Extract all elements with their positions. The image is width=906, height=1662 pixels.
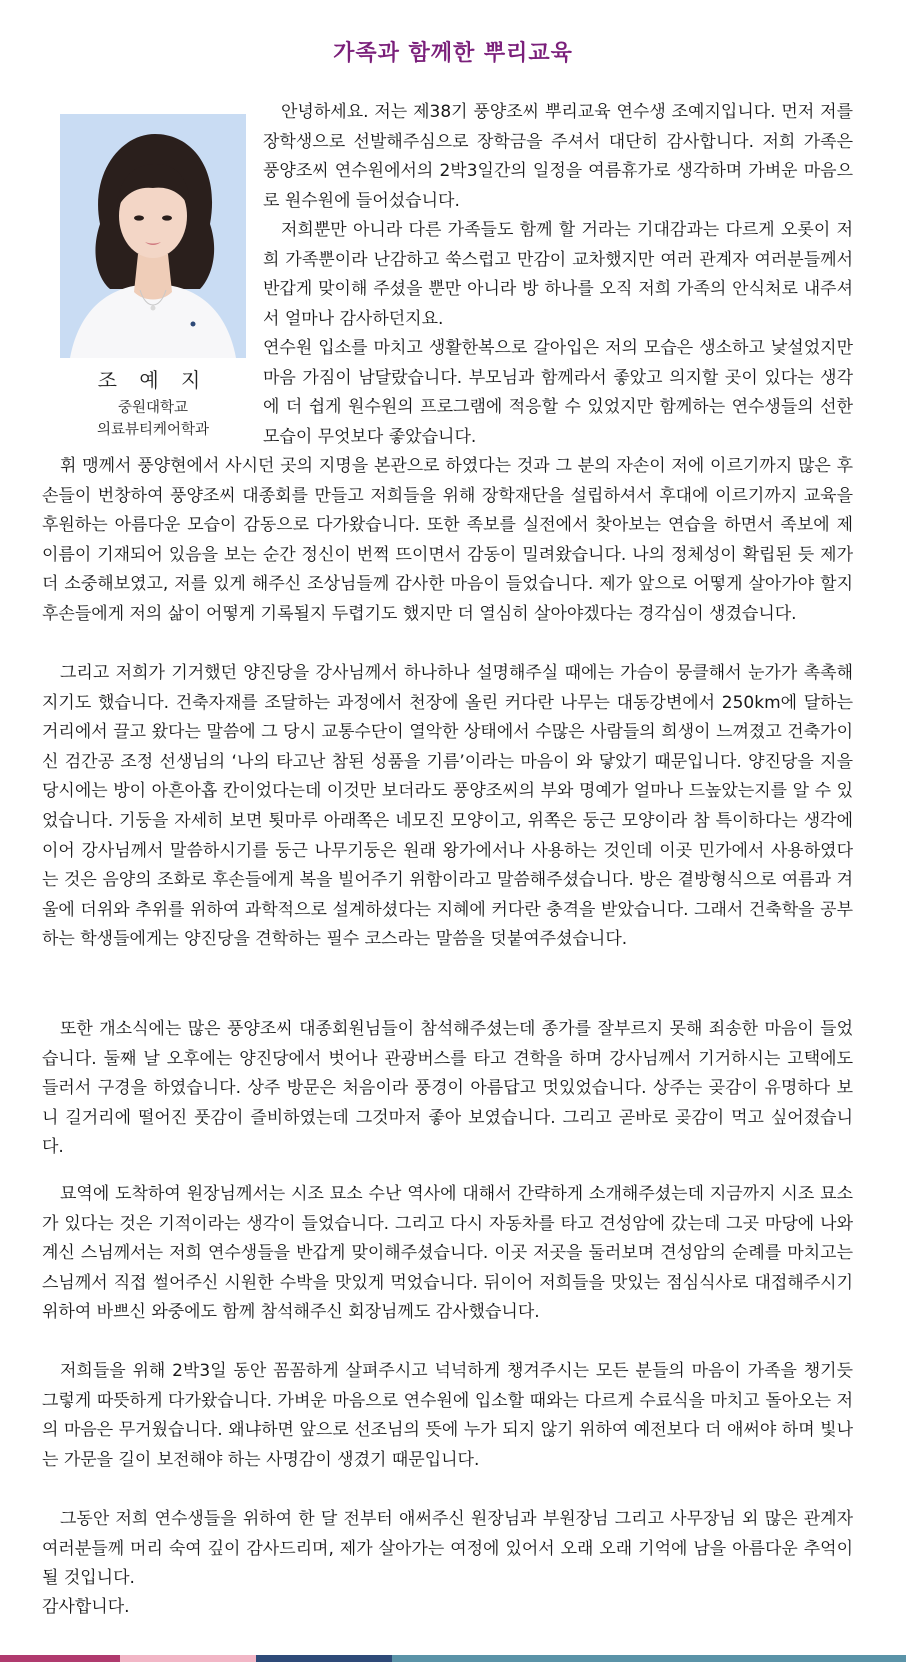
closing-text: 감사합니다. [42,1597,130,1617]
footer-segment-3 [256,1655,392,1662]
paragraph-7: 묘역에 도착하여 원장님께서는 시조 묘소 수난 역사에 대해서 간략하게 소개해주셨는데 지금까지 시조 묘소가 있다는 것은 기적이라는 생각이 들었습니다. 그리고 다시 자동차를 타고 견성암에 갔는데 그곳 마당에 나와 계신 스님께서는 저희 연수생들을 반갑게 맞이해주셨습니다. 이곳 저곳을 둘러보며 견성암의 순례를 마치고는 스님께서 직접 썰어주신 시원한 수박을 맛있게 먹었습니다. 뒤이어 저희들을 맛있는 점심식사로 대접해주시기 위하여 바쁘신 와중에도 함께 참석해주신 회장님께도 감사했습니다. [42,1184,853,1323]
paragraph-9: 그동안 저희 연수생들을 위하여 한 달 전부터 애써주신 원장님과 부원장님 그리고 사무장님 외 많은 관계자 여러분들께 머리 숙여 깊이 감사드리며, 제가 살아가는 여정에 있어서 오래 오래 기억에 남을 아름다운 추억이 될 것입니다. [42,1509,853,1589]
footer-segment-2 [120,1655,256,1662]
paragraph-1: 안녕하세요. 저는 제38기 풍양조씨 뿌리교육 연수생 조예지입니다. 먼저 저를 장학생으로 선발해주심으로 장학금을 주셔서 대단히 감사합니다. 저희 가족은 풍양조씨 연수원에서의 2박3일간의 일정을 여름휴가로 생각하며 가벼운 마음으로 원수원에 들어섰습니다. [263,102,853,211]
paragraph-8: 저희들을 위해 2박3일 동안 꼼꼼하게 살펴주시고 넉넉하게 챙겨주시는 모든 분들의 마음이 가족을 챙기듯 그렇게 따뜻하게 다가왔습니다. 가벼운 마음으로 연수원에 입소할 때와는 다르게 수료식을 마치고 돌아오는 저의 마음은 무거웠습니다. 왜냐하면 앞으로 선조님의 뜻에 누가 되지 않기 위하여 예전보다 더 애써야 하며 빛나는 가문을 길이 보전해야 하는 사명감이 생겼기 때문입니다. [42,1361,853,1470]
profile-name: 조 예 지 [97,368,209,392]
footer-segment-4 [392,1655,906,1662]
profile-card [60,114,246,441]
page-title: 가족과 함께한 뿌리교육 [333,41,573,66]
footer-segment-1 [0,1655,120,1662]
paragraph-2: 저희뿐만 아니라 다른 가족들도 함께 할 거라는 기대감과는 다르게 오롯이 저희 가족뿐이라 난감하고 쑥스럽고 만감이 교차했지만 여러 관계자 여러분들께서 반갑게 맞이해 주셨을 뿐만 아니라 방 하나를 오직 저희 가족의 안식처로 내주셔서 얼마나 감사하던지요. [263,220,853,329]
paragraph-6: 또한 개소식에는 많은 풍양조씨 대종회원님들이 참석해주셨는데 종가를 잘부르지 못해 죄송한 마음이 들었습니다. 둘째 날 오후에는 양진당에서 벗어나 관광버스를 타고 견학을 하며 강사님께서 기거하시는 고택에도 들러서 구경을 하였습니다. 상주 방문은 처음이라 풍경이 아름답고 멋있었습니다. 상주는 곶감이 유명하다 보니 길거리에 떨어진 풋감이 즐비하였는데 그것마저 좋아 보였습니다. 그리고 곧바로 곶감이 먹고 싶어졌습니다. [42,1019,853,1158]
footer-color-bar [0,1655,906,1662]
profile-department: 의료뷰티케어학과 [96,422,210,438]
paragraph-5: 그리고 저희가 기거했던 양진당을 강사님께서 하나하나 설명해주실 때에는 가슴이 뭉클해서 눈가가 촉촉해지기도 했습니다. 건축자재를 조달하는 과정에서 천장에 올린 커다란 나무는 대동강변에서 250km에 달하는 거리에서 끌고 왔다는 말씀에 그 당시 교통수단이 열악한 상태에서 수많은 사람들의 희생이 느껴졌고 건축가이신 검간공 조정 선생님의 ‘나의 타고난 참된 성품을 기름’이라는 마음이 와 닿았기 때문입니다. 양진당을 지을 당시에는 방이 아흔아홉 칸이었다는데 이것만 보더라도 풍양조씨의 부와 명예가 얼마나 드높았는지를 알 수 있었습니다. 기둥을 자세히 보면 툇마루 아래쪽은 네모진 모양이고, 위쪽은 둥근 모양이라 참 특이하다는 생각에 이어 강사님께서 말씀하시기를 둥근 나무기둥은 원래 왕가에서나 사용하는 것인데 이곳 민가에서 사용하였다는 것은 음양의 조화로 후손들에게 복을 빌어주기 위함이라고 말씀해주셨습니다. 방은 곁방형식으로 여름과 겨울에 더위와 추위를 위하여 과학적으로 설계하셨다는 지혜에 커다란 충격을 받았습니다. 그래서 건축학을 공부하는 학생들에게는 양진당을 견학하는 필수 코스라는 말씀을 덧붙여주셨습니다. [42,663,853,950]
paragraph-4: 휘 맹께서 풍양현에서 사시던 곳의 지명을 본관으로 하였다는 것과 그 분의 자손이 저에 이르기까지 많은 후손들이 번창하여 풍양조씨 대종회를 만들고 저희들을 위해 장학재단을 설립하셔서 후대에 이르기까지 교육을 후원하는 아름다운 모습이 감동으로 다가왔습니다. 또한 족보를 실전에서 찾아보는 연습을 하면서 족보에 제 이름이 기재되어 있음을 보는 순간 정신이 번쩍 뜨이면서 감동이 밀려왔습니다. 나의 정체성이 확립된 듯 제가 더 소중해보였고, 저를 있게 해주신 조상님들께 감사한 마음이 들었습니다. 제가 앞으로 어떻게 살아가야 할지 후손들에게 저의 삶이 어떻게 기록될지 두렵기도 했지만 더 열심히 살아야겠다는 경각심이 생겼습니다. [42,456,853,624]
profile-school: 중원대학교 [117,400,189,416]
paragraph-3: 연수원 입소를 마치고 생활한복으로 갈아입은 저의 모습은 생소하고 낯설었지만 마음 가짐이 남달랐습니다. 부모님과 함께라서 좋았고 의지할 곳이 있다는 생각에 더 쉽게 원수원의 프로그램에 적응할 수 있었지만 함께하는 연수생들의 선한 모습이 무엇보다 좋았습니다. [263,338,853,447]
profile-photo [60,114,246,358]
